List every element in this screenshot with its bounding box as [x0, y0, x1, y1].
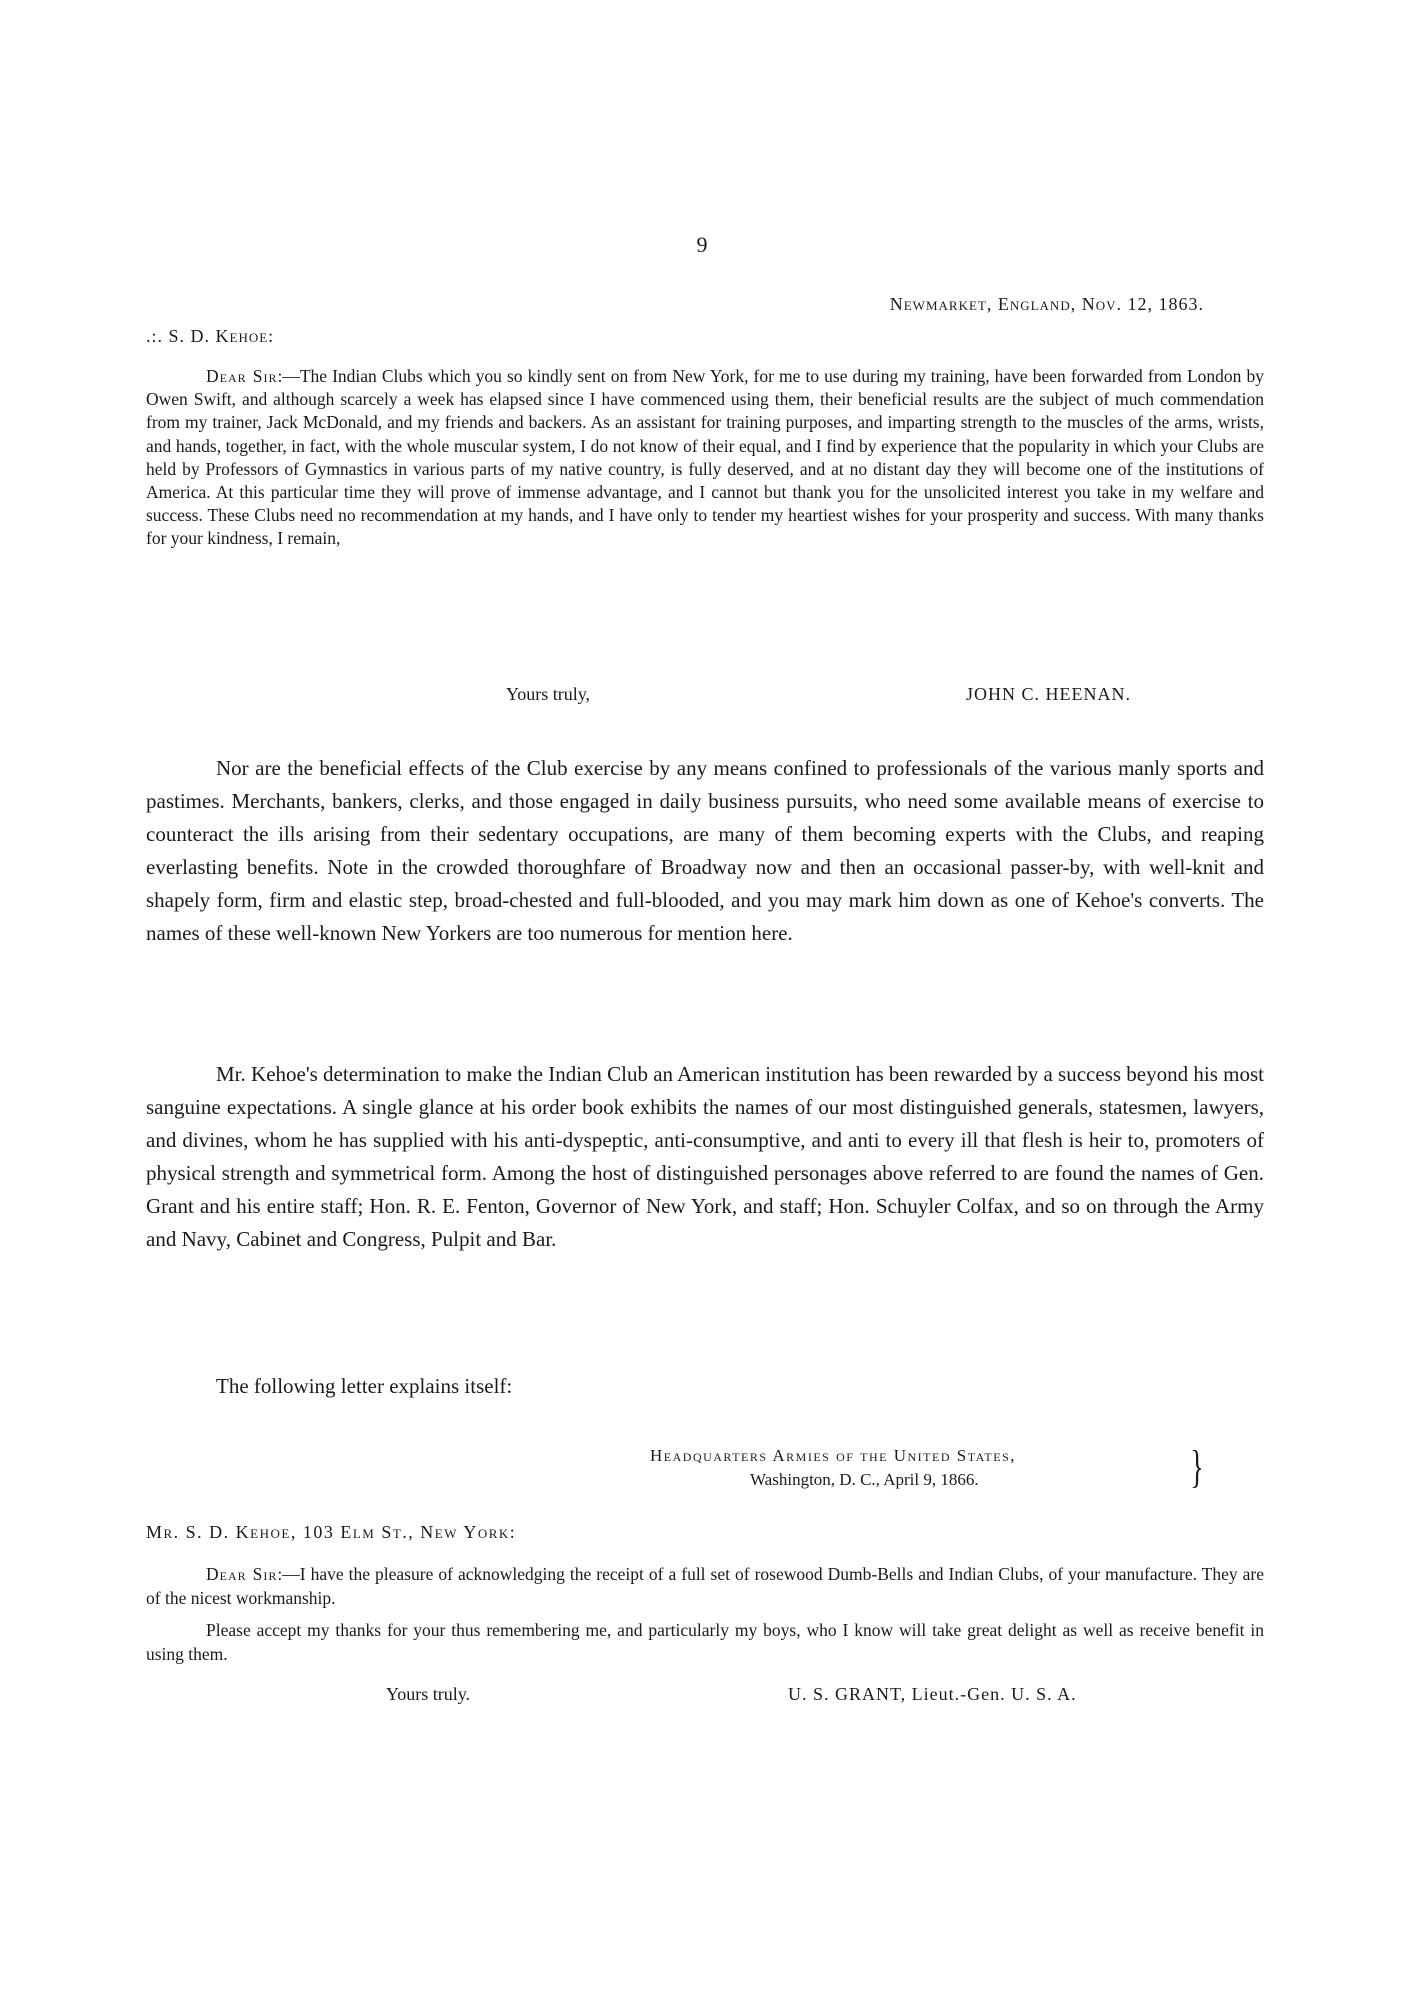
letter2-closing: Yours truly.: [386, 1684, 471, 1704]
letter1-salutation-text: S. D. Kehoe:: [168, 326, 275, 346]
letter1-dateline: Newmarket, England, Nov. 12, 1863.: [889, 294, 1204, 314]
paragraph-3: The following letter explains itself:: [216, 1374, 513, 1398]
letter1-body-text: :—The Indian Clubs which you so kindly sent on from New York, for me to use during my training, have been forwarded from London by Owen Swift, and although scarcely a week has elapsed since I have commenced using them, their beneficial results are the subject of much commendation from my trainer, Jack McDonald, and my friends and backers. As an assistant for training purposes, and imparting strength to the muscles of the arms, wrists, and hands, together, in fact, with the whole muscular system, I do not know of their equal, and I find by experience that the popularity in which your Clubs are held by Professors of Gymnastics in various parts of my native country, is fully deserved, and at no distant day they will become one of the institutions of America. At this particular time they will prove of immense advantage, and I cannot but thank you for the unsolicited interest you take in my welfare and success. These Clubs need no recommendation at my hands, and I have only to tender my heartiest wishes for your prosperity and success. With many thanks for your kindness, I remain,: [146, 366, 1264, 549]
letter1-dear: Dear Sir: [206, 366, 278, 386]
letter2-body-paragraph-2: Please accept my thanks for your thus remembering me, and particularly my boys, who I know will take great delight as well as receive benefit in using them.: [146, 1620, 1264, 1664]
letter2-heading: [650, 1444, 1210, 1492]
letter2-body-paragraph-1: [146, 1562, 1264, 1610]
letter2-body: [146, 1562, 1264, 1674]
letter1-closing: Yours truly,: [506, 684, 591, 704]
letter2-brace: }: [1190, 1441, 1204, 1492]
paragraph-2: Mr. Kehoe's determination to make the Indian Club an American institution has been rewarded by a success beyond his most sanguine expectations. A single glance at his order book exhibits the names of our most distinguished generals, statesmen, lawyers, and divines, whom he has supplied with his anti-dyspeptic, anti-consumptive, and anti to every ill that flesh is heir to, promoters of physical strength and symmetrical form. Among the host of distinguished personages above referred to are found the names of Gen. Grant and his entire staff; Hon. R. E. Fenton, Governor of New York, and staff; Hon. Schuyler Colfax, and so on through the Army and Navy, Cabinet and Congress, Pulpit and Bar.: [146, 1062, 1264, 1251]
letter2-dear: Dear Sir: [206, 1564, 278, 1584]
paragraph-1: Nor are the beneficial effects of the Club exercise by any means confined to professionals of the various manly sports and pastimes. Merchants, bankers, clerks, and those engaged in daily business pursuits, who need some available means of exercise to counteract the ills arising from their sedentary occupations, are many of them becoming experts with the Clubs, and reaping everlasting benefits. Note in the crowded thoroughfare of Broadway now and then an occasional passer-by, with well-knit and shapely form, firm and elastic step, broad-chested and full-blooded, and you may mark him down as one of Kehoe's converts. The names of these well-known New Yorkers are too numerous for mention here.: [146, 756, 1264, 945]
letter2-hq-line1: Headquarters Armies of the United States,: [650, 1446, 1016, 1465]
page-number: 9: [696, 232, 708, 257]
letter1-body: [146, 365, 1264, 551]
letter2-signature: U. S. GRANT, Lieut.-Gen. U. S. A.: [788, 1684, 1077, 1704]
letter1-signature: JOHN C. HEENAN.: [966, 684, 1131, 704]
letter1-salutation-prefix: .:.: [146, 326, 164, 346]
letter1-salutation: [146, 326, 274, 347]
letter2-salutation: Mr. S. D. Kehoe, 103 Elm St., New York:: [146, 1522, 517, 1542]
letter2-hq-line2: Washington, D. C., April 9, 1866.: [750, 1470, 979, 1489]
letter2-body-p1-text: :—I have the pleasure of acknowledging the receipt of a full set of rosewood Dumb-Bells and Indian Clubs, of your manufacture. They are of the nicest workmanship.: [146, 1564, 1264, 1608]
